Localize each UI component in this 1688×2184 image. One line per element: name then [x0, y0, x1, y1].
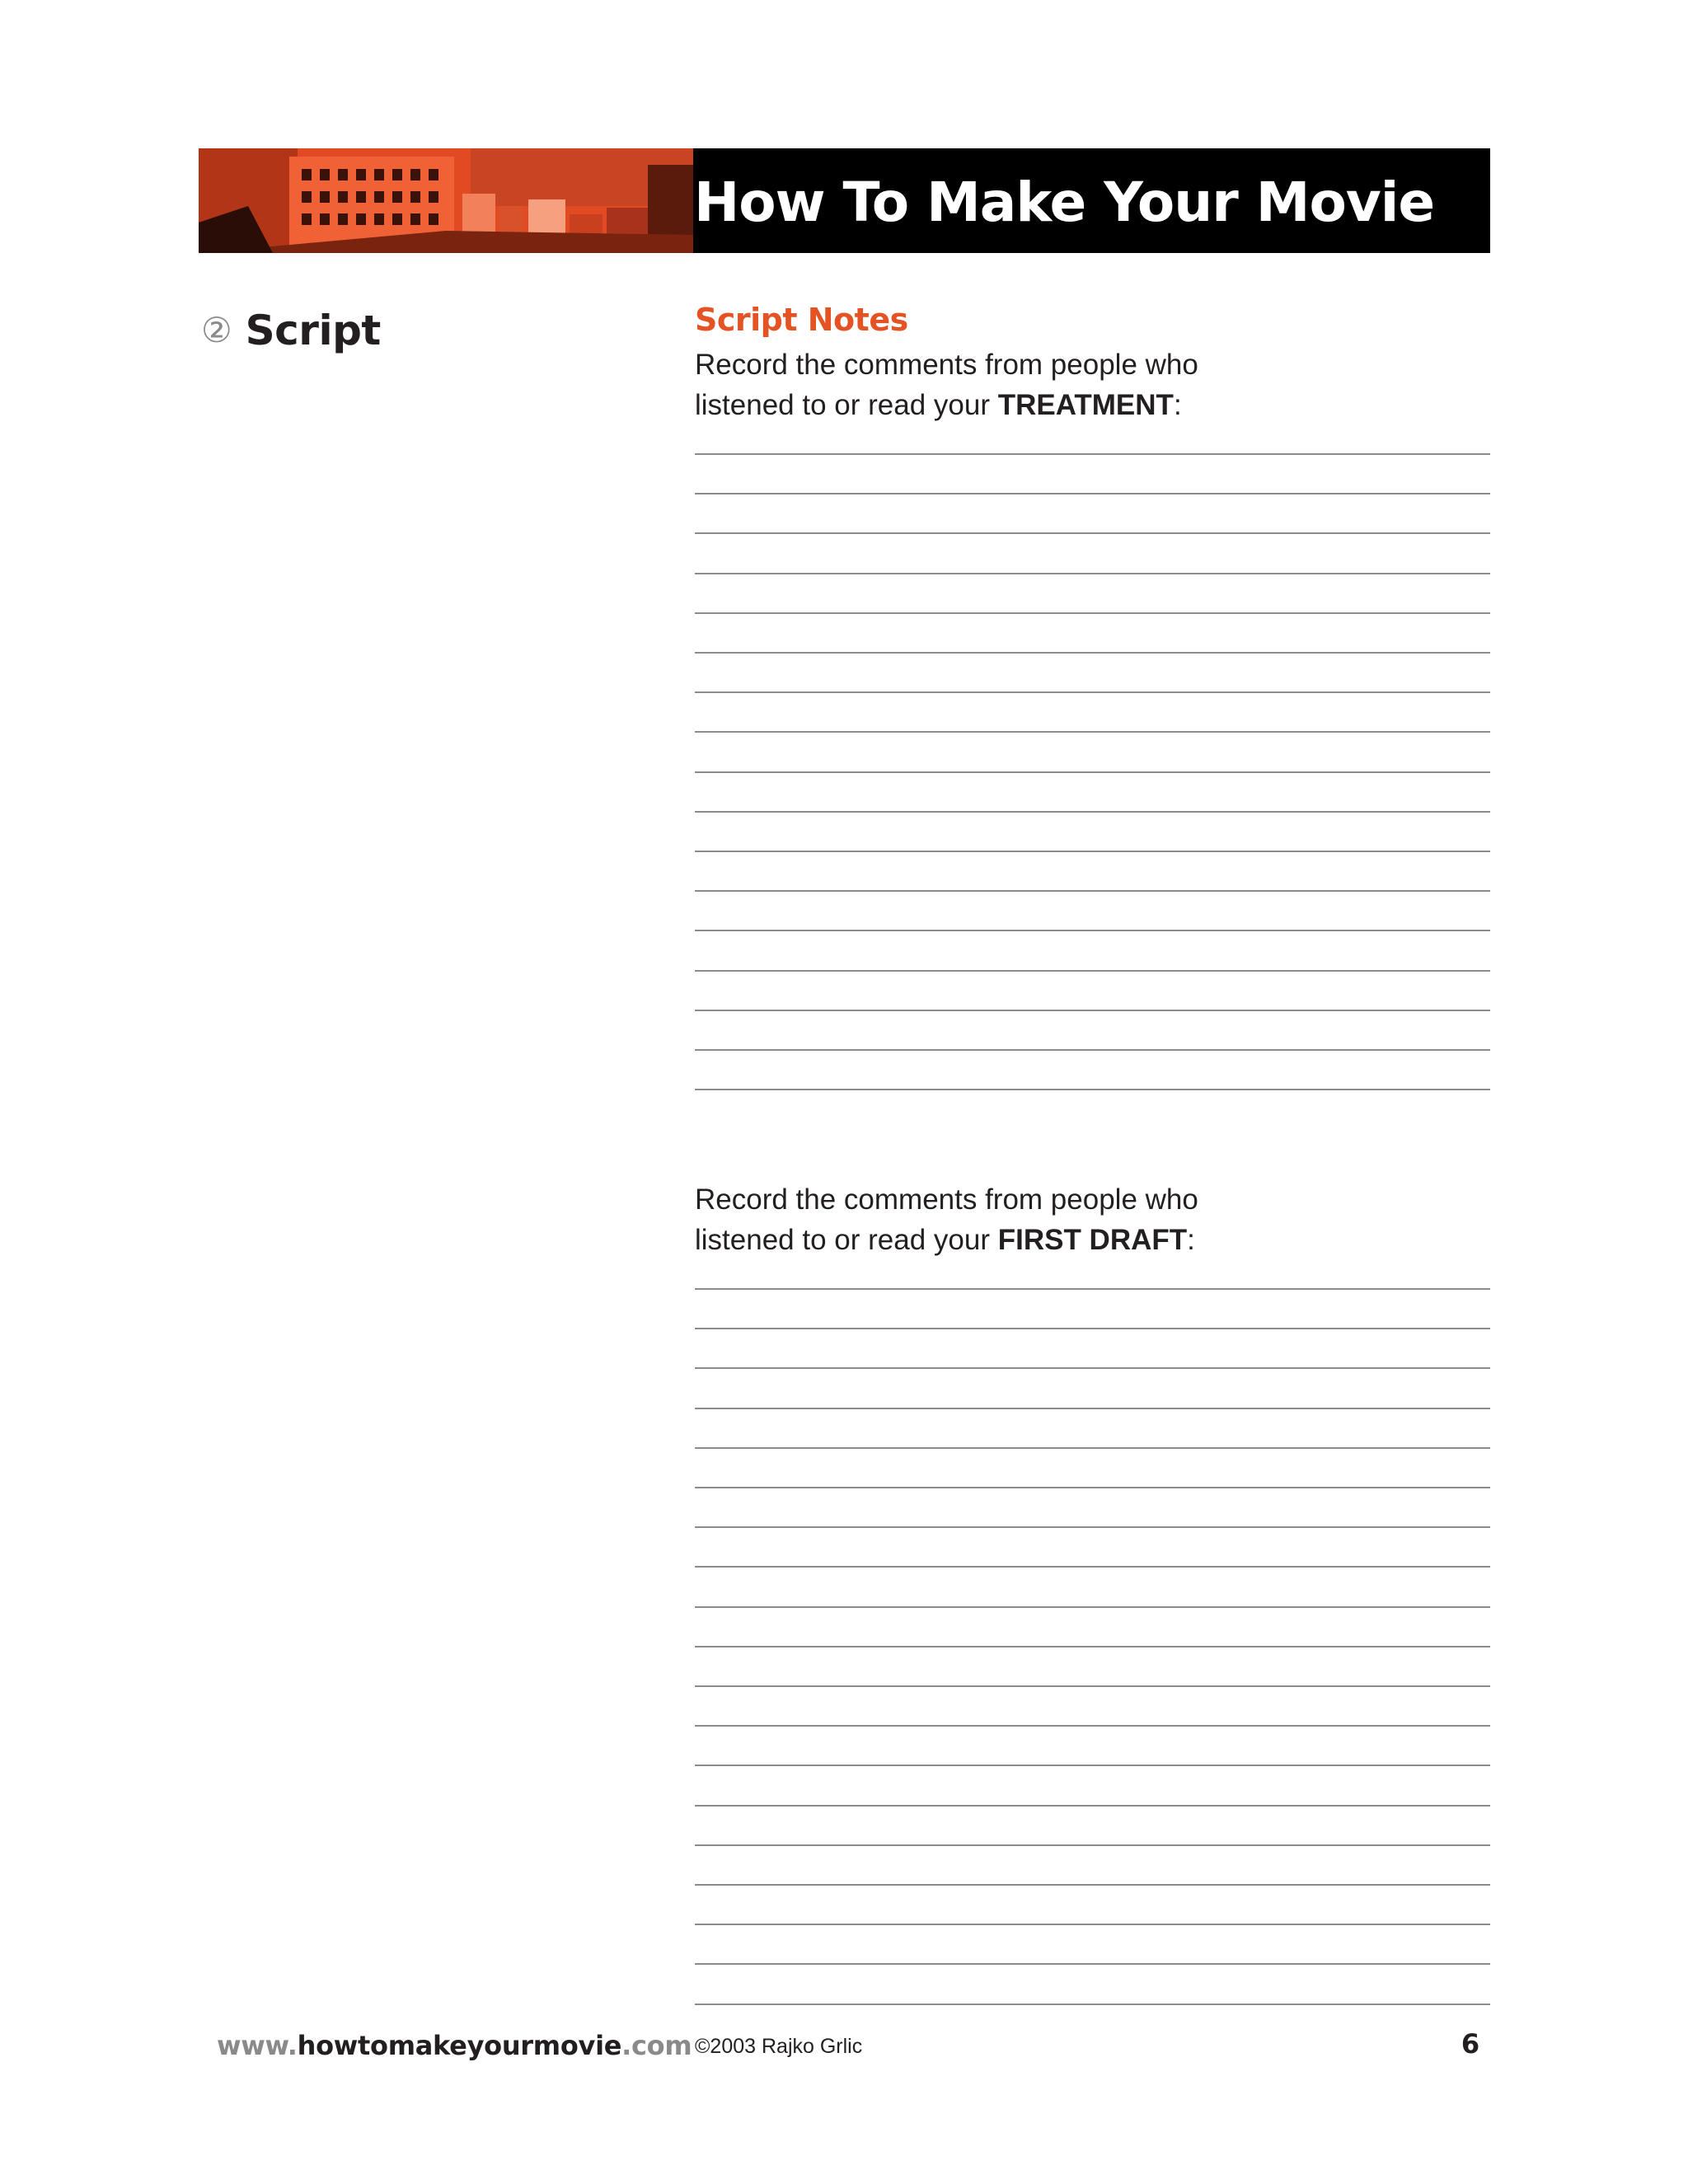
writing-line[interactable] — [695, 970, 1490, 972]
writing-line[interactable] — [695, 1089, 1490, 1090]
treatment-keyword: TREATMENT — [997, 389, 1174, 421]
first-draft-prompt-prefix: listened to or read your — [695, 1224, 998, 1256]
writing-line[interactable] — [695, 771, 1490, 773]
writing-line[interactable] — [695, 1328, 1490, 1329]
footer-copyright: ©2003 Rajko Grlic — [695, 2035, 863, 2058]
writing-line[interactable] — [695, 811, 1490, 813]
section-heading — [201, 302, 381, 359]
writing-line[interactable] — [695, 1408, 1490, 1409]
writing-line[interactable] — [695, 1765, 1490, 1766]
footer-url-suffix: .com — [621, 2030, 692, 2061]
writing-line[interactable] — [695, 612, 1490, 614]
footer-url-prefix: www. — [217, 2030, 298, 2061]
writing-line[interactable] — [695, 1963, 1490, 1965]
footer-website[interactable] — [217, 2030, 692, 2061]
treatment-prompt-suffix: : — [1173, 389, 1182, 421]
writing-line[interactable] — [695, 1685, 1490, 1687]
writing-line[interactable] — [695, 1884, 1490, 1886]
writing-line[interactable] — [695, 1487, 1490, 1488]
treatment-prompt-prefix: listened to or read your — [695, 389, 998, 421]
writing-line[interactable] — [695, 691, 1490, 693]
writing-line[interactable] — [695, 652, 1490, 654]
writing-line[interactable] — [695, 573, 1490, 574]
writing-line[interactable] — [695, 890, 1490, 892]
writing-line[interactable] — [695, 1010, 1490, 1011]
treatment-prompt-line2 — [695, 385, 1198, 425]
header-banner — [199, 148, 1490, 253]
treatment-prompt — [695, 344, 1198, 425]
writing-line[interactable] — [695, 1805, 1490, 1807]
writing-line[interactable] — [695, 2004, 1490, 2005]
writing-line[interactable] — [695, 731, 1490, 733]
section-title: Script — [245, 307, 381, 354]
script-notes-title: Script Notes — [695, 302, 908, 338]
footer-url-main: howtomakeyourmovie — [297, 2030, 622, 2061]
writing-line[interactable] — [695, 1526, 1490, 1528]
banner-title: How To Make Your Movie — [694, 171, 1435, 234]
writing-line[interactable] — [695, 930, 1490, 931]
section-number-icon: ② — [201, 310, 232, 350]
first-draft-keyword: FIRST DRAFT — [997, 1224, 1188, 1256]
writing-line[interactable] — [695, 1725, 1490, 1727]
first-draft-prompt-line1: Record the comments from people who — [695, 1183, 1198, 1216]
writing-line[interactable] — [695, 1924, 1490, 1925]
writing-line[interactable] — [695, 1566, 1490, 1568]
treatment-prompt-line1: Record the comments from people who — [695, 349, 1198, 381]
first-draft-prompt-line2 — [695, 1220, 1198, 1260]
writing-line[interactable] — [695, 1447, 1490, 1449]
writing-line[interactable] — [695, 1646, 1490, 1647]
writing-line[interactable] — [695, 851, 1490, 852]
writing-line[interactable] — [695, 1367, 1490, 1369]
writing-line[interactable] — [695, 453, 1490, 455]
first-draft-prompt — [695, 1179, 1198, 1260]
writing-line[interactable] — [695, 1049, 1490, 1051]
writing-line[interactable] — [695, 493, 1490, 494]
writing-line[interactable] — [695, 1288, 1490, 1290]
writing-line[interactable] — [695, 532, 1490, 534]
first-draft-prompt-suffix: : — [1187, 1224, 1195, 1256]
writing-line[interactable] — [695, 1606, 1490, 1608]
page-number: 6 — [1461, 2028, 1480, 2060]
writing-line[interactable] — [695, 1844, 1490, 1846]
